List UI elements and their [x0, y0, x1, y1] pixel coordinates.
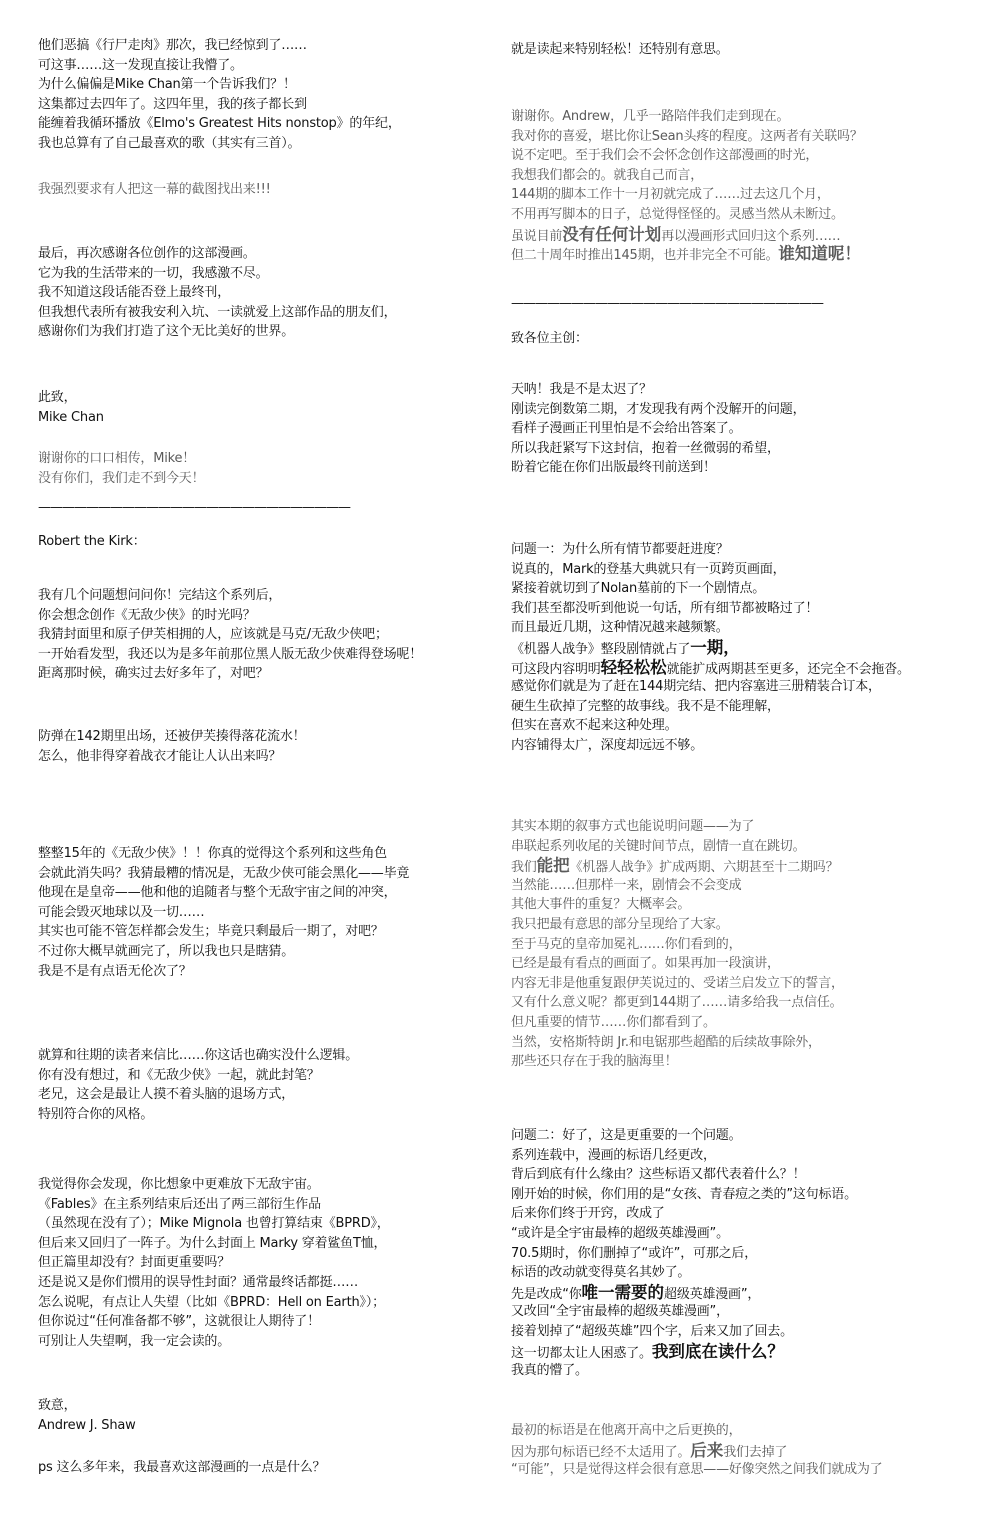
text-line: 怎么，他非得穿着战衣才能让人认出来吗？	[38, 748, 282, 764]
text-line: 串联起系列收尾的关键时间节点，剧情一直在跳切。	[511, 838, 806, 854]
text-line	[511, 638, 910, 658]
letter-3-salutation	[511, 329, 588, 349]
text-run: 先是改成“你	[511, 1286, 582, 1302]
creator-reply-question-2	[511, 1421, 882, 1480]
text-line: 但我想代表所有被我安利入坑、一读就爱上这部作品的朋友们，	[38, 304, 397, 320]
text-run: 但二十周年时推出145期，也并非完全不可能。	[511, 248, 779, 264]
text-line: 天呐！我是不是太迟了？	[511, 382, 652, 397]
text-line	[511, 1283, 857, 1303]
text-line: 其实也可能不管怎样都会发生；毕竟只剩最后一期了，对吧？	[38, 924, 384, 940]
postscript: ps 这么多年来，我最喜欢这部漫画的一点是什么？	[38, 1460, 326, 1475]
text-line: 我觉得你会发现，你比想象中更难放下无敌宇宙。	[38, 1177, 320, 1192]
text-line: 我猜封面里和原子伊芙相拥的人，应该就是马克/无敌少侠吧；	[38, 627, 388, 643]
text-run: 《机器人战争》扩成两期、六期甚至十二期吗？	[569, 860, 839, 876]
text-line: 感觉你们就是为了赶在144期完结、把内容塞进三册精装合订本，	[511, 679, 881, 695]
text-run: 就能扩成两期甚至更多，还完全不会拖沓。	[666, 661, 910, 677]
emphasis-text: 一期，	[690, 637, 740, 657]
text-line: 没有你们，我们走不到今天！	[38, 470, 205, 486]
text-run: 这一切都太让人困惑了。	[511, 1345, 652, 1361]
closing: 此致，	[38, 390, 77, 405]
text-line: 盼着它能在你们出版最终刊前送到！	[511, 460, 716, 476]
text-line: 你有没有想过，和《无敌少侠》一起，就此封笔？	[38, 1067, 320, 1083]
text-line: 我也总算有了自己最喜欢的歌（其实有三首）。	[38, 135, 301, 151]
text-line: 你会想念创作《无敌少侠》的时光吗？	[38, 607, 256, 623]
salutation: Robert the Kirk：	[38, 534, 146, 549]
text-run: 虽说目前	[511, 228, 563, 244]
text-line: 看样子漫画正刊里怕是不会给出答案了。	[511, 421, 742, 437]
letter-robert-body-1	[38, 586, 422, 684]
text-line: 其实本期的叙事方式也能说明问题——为了	[511, 819, 755, 834]
text-line: 可能会毁灭地球以及一切……	[38, 904, 205, 920]
signature: Andrew J. Shaw	[38, 1417, 136, 1433]
text-line: 这集都过去四年了。这四年里，我的孩子都长到	[38, 96, 307, 112]
letter-3-question-2	[511, 1126, 857, 1381]
section-separator	[511, 294, 823, 314]
letter-andrew-ps	[38, 1458, 325, 1478]
text-line: 说真的，Mark的登基大典就只有一页跨页画面，	[511, 561, 786, 577]
text-run: 我们	[511, 860, 537, 876]
text-line: 问题一：为什么所有情节都要赶进度？	[511, 542, 729, 557]
text-line: 系列连载中，漫画的标语几经更改，	[511, 1147, 716, 1163]
text-line: 硬生生砍掉了完整的故事线。我不是不能理解，	[511, 698, 780, 714]
letter-robert-body-4	[38, 1046, 358, 1124]
text-line: “或许是全宇宙最棒的超级英雄漫画”。	[511, 1225, 729, 1241]
text-line: 我有几个问题想问问你！完结这个系列后，	[38, 588, 282, 603]
text-line: 一开始看发型，我还以为是多年前那位黑人版无敌少侠难得登场呢！	[38, 646, 423, 662]
emphasis-text: 唯一需要的	[581, 1282, 665, 1302]
letter-andrew-ps-continued	[511, 40, 729, 60]
text-line: 又改回“全宇宙最棒的超级英雄漫画”，	[511, 1304, 729, 1320]
section-separator	[38, 498, 350, 518]
letter-3-question-1	[511, 540, 910, 756]
text-line: 144期的脚本工作十一月初就完成了……过去这几个月，	[511, 187, 830, 203]
separator-line: ——————————————————————————	[38, 500, 350, 515]
text-line: 可别让人失望啊，我一定会读的。	[38, 1333, 231, 1349]
text-line: 其他大事件的重复？大概率会。	[511, 897, 691, 913]
text-run: 可这段内容明明	[511, 661, 601, 677]
letter-mike-chan-signoff	[38, 388, 104, 427]
letter-robert-body-5	[38, 1175, 390, 1351]
signature: Mike Chan	[38, 409, 104, 425]
text-line: 标语的改动就变得莫名其妙了。	[511, 1265, 691, 1281]
text-line: 而且最近几期，这种情况越来越频繁。	[511, 620, 729, 636]
text-line: 但凡重要的情节……你们都看到了。	[511, 1014, 716, 1030]
text-line: 问题二：好了，这是更重要的一个问题。	[511, 1128, 742, 1143]
creator-reply-mike	[38, 449, 204, 488]
text-line: 它为我的生活带来的一切，我感激不尽。	[38, 265, 269, 281]
emphasis-text: 谁知道呢！	[778, 244, 861, 264]
separator-line: ——————————————————————————	[511, 296, 823, 311]
text-run: 我们去掉了	[723, 1444, 788, 1460]
text-line	[511, 244, 863, 264]
text-line: 老兄，这会是最让人摸不着头脑的退场方式，	[38, 1087, 295, 1103]
letter-robert-salutation	[38, 532, 146, 552]
emphasis-text: 能把	[536, 856, 570, 876]
text-line: 最初的标语是在他离开高中之后更换的，	[511, 1423, 742, 1438]
text-line: 谢谢你。Andrew，几乎一路陪伴我们走到现在。	[511, 109, 790, 124]
text-line: 我不知道这段话能否登上最终刊，	[38, 285, 231, 301]
text-line: 我只把最有意思的部分呈现给了大家。	[511, 916, 729, 932]
text-line: 距离那时候，确实过去好多年了，对吧？	[38, 666, 269, 682]
text-run: 《机器人战争》整段剧情就占了	[511, 641, 691, 657]
text-line: 我真的懵了。	[511, 1363, 588, 1379]
emphasis-text: 轻轻松松	[600, 657, 667, 677]
emphasis-text: 没有任何计划	[562, 224, 662, 244]
text-line: 就算和往期的读者来信比……你这话也确实没什么逻辑。	[38, 1048, 359, 1063]
text-line: 特别符合你的风格。	[38, 1106, 154, 1122]
text-line: 70.5期时，你们删掉了“或许”，可那之后，	[511, 1245, 758, 1261]
creator-reply-screenshot	[38, 180, 271, 200]
text-line: 能缠着我循环播放《Elmo's Greatest Hits nonstop》的年纪，	[38, 116, 401, 132]
letter-andrew-signoff	[38, 1396, 136, 1435]
emphasis-text: 后来	[690, 1440, 724, 1460]
text-line: 但你说过“任何准备都不够”，这就很让人期待了！	[38, 1314, 320, 1330]
text-line: 内容铺得太广，深度却远远不够。	[511, 737, 704, 753]
letter-robert-body-2	[38, 727, 305, 766]
text-line: 那些还只存在于我的脑海里！	[511, 1054, 678, 1070]
text-line	[511, 1441, 882, 1461]
text-line: 还是说又是你们惯用的误导性封面？通常最终话都挺……	[38, 1274, 359, 1290]
text-line: 我是不是有点语无伦次了？	[38, 963, 192, 979]
text-run: 因为那句标语已经不太适用了。	[511, 1444, 691, 1460]
creator-reply-question-1	[511, 817, 844, 1072]
text-line: 当然能……但那样一来，剧情会不会变成	[511, 877, 742, 893]
text-line: “可能”，只是觉得这样会很有意思——好像突然之间我们就成为了	[511, 1462, 883, 1478]
text-line: 所以我赶紧写下这封信，抱着一丝微弱的希望，	[511, 440, 780, 456]
creator-reply-andrew	[511, 107, 863, 264]
text-line: 我想我们都会的。就我自己而言，	[511, 167, 704, 183]
text-line	[511, 1342, 857, 1362]
text-line: 可这事……这一发现直接让我懵了。	[38, 57, 243, 73]
emphasis-text: 我到底在读什么？	[651, 1341, 784, 1361]
letter-mike-chan-body-1	[38, 36, 401, 154]
text-run: 超级英雄漫画”，	[664, 1286, 761, 1302]
text-line: 又有什么意义呢？都更到144期了……请多给我一点信任。	[511, 995, 843, 1011]
text-line: 整整15年的《无敌少侠》！！你真的觉得这个系列和这些角色	[38, 846, 387, 861]
text-line: 紧接着就切到了Nolan墓前的下一个剧情点。	[511, 581, 766, 597]
text-line: 但后来又回归了一阵子。为什么封面上 Marky 穿着鲨鱼T恤，	[38, 1235, 387, 1251]
text-line: （虽然现在没有了）；Mike Mignola 也曾打算结束《BPRD》，	[38, 1216, 390, 1232]
text-line: 接着划掉了“超级英雄”四个字，后来又加了回去。	[511, 1323, 793, 1339]
text-line: 当然，安格斯特朗 Jr.和电锯那些超酷的后续故事除外，	[511, 1034, 821, 1050]
text-line: 刚读完倒数第二期，才发现我有两个没解开的问题，	[511, 401, 806, 417]
closing: 致意，	[38, 1398, 77, 1413]
text-line: 不过你大概早就画完了，所以我也只是瞎猜。	[38, 943, 295, 959]
text-line: 我强烈要求有人把这一幕的截图找出来!!!	[38, 182, 271, 197]
text-line: 至于马克的皇帝加冕礼……你们看到的，	[511, 936, 742, 952]
text-line: 但实在喜欢不起来这种处理。	[511, 718, 678, 734]
salutation: 致各位主创：	[511, 331, 588, 346]
letter-mike-chan-body-2	[38, 244, 396, 342]
text-line: 已经是最有看点的画面了。如果再加一段演讲，	[511, 956, 780, 972]
text-line: 刚开始的时候，你们用的是“女孩、青春痘之类的”这句标语。	[511, 1186, 857, 1202]
text-line: 我们甚至都没听到他说一句话，所有细节都被略过了！	[511, 600, 819, 616]
text-line: 最后，再次感谢各位创作的这部漫画。	[38, 246, 256, 261]
text-line: 就是读起来特别轻松！还特别有意思。	[511, 42, 729, 57]
text-line	[511, 856, 844, 876]
letter-robert-body-3	[38, 844, 409, 981]
text-line: 背后到底有什么缘由？这些标语又都代表着什么？！	[511, 1167, 806, 1183]
text-line: 我对你的喜爱，堪比你让Sean头疼的程度。这两者有关联吗？	[511, 128, 863, 144]
text-line: 他现在是皇帝——他和他的追随者与整个无敌宇宙之间的冲突，	[38, 885, 397, 901]
text-line: 但正篇里却没有？封面更重要吗？	[38, 1255, 231, 1271]
text-line: 说不定吧。至于我们会不会怀念创作这部漫画的时光，	[511, 148, 819, 164]
text-line: 不用再写脚本的日子，总觉得怪怪的。灵感当然从未断过。	[511, 206, 844, 222]
text-line: 为什么偏偏是Mike Chan第一个告诉我们？！	[38, 77, 296, 93]
text-line: 感谢你们为我们打造了这个无比美好的世界。	[38, 324, 295, 340]
text-run: 再以漫画形式回归这个系列……	[661, 228, 841, 244]
text-line	[511, 658, 910, 678]
text-line: 谢谢你的口口相传，Mike！	[38, 451, 196, 466]
letter-3-intro	[511, 380, 805, 478]
text-line	[511, 225, 863, 245]
text-line: 内容无非是他重复跟伊芙说过的、受诺兰启发立下的誓言，	[511, 975, 844, 991]
text-line: 防弹在142期里出场，还被伊芙揍得落花流水！	[38, 729, 306, 744]
text-line: 怎么说呢，有点让人失望（比如《BPRD：Hell on Earth》）；	[38, 1294, 385, 1310]
text-line: 后来你们终于开窍，改成了	[511, 1206, 665, 1222]
text-line: 他们恶搞《行尸走肉》那次，我已经惊到了……	[38, 38, 307, 53]
text-line: 《Fables》在主系列结束后还出了两三部衍生作品	[38, 1196, 321, 1212]
text-line: 会就此消失吗？我猜最糟的情况是，无敌少侠可能会黑化——毕竟	[38, 865, 410, 881]
